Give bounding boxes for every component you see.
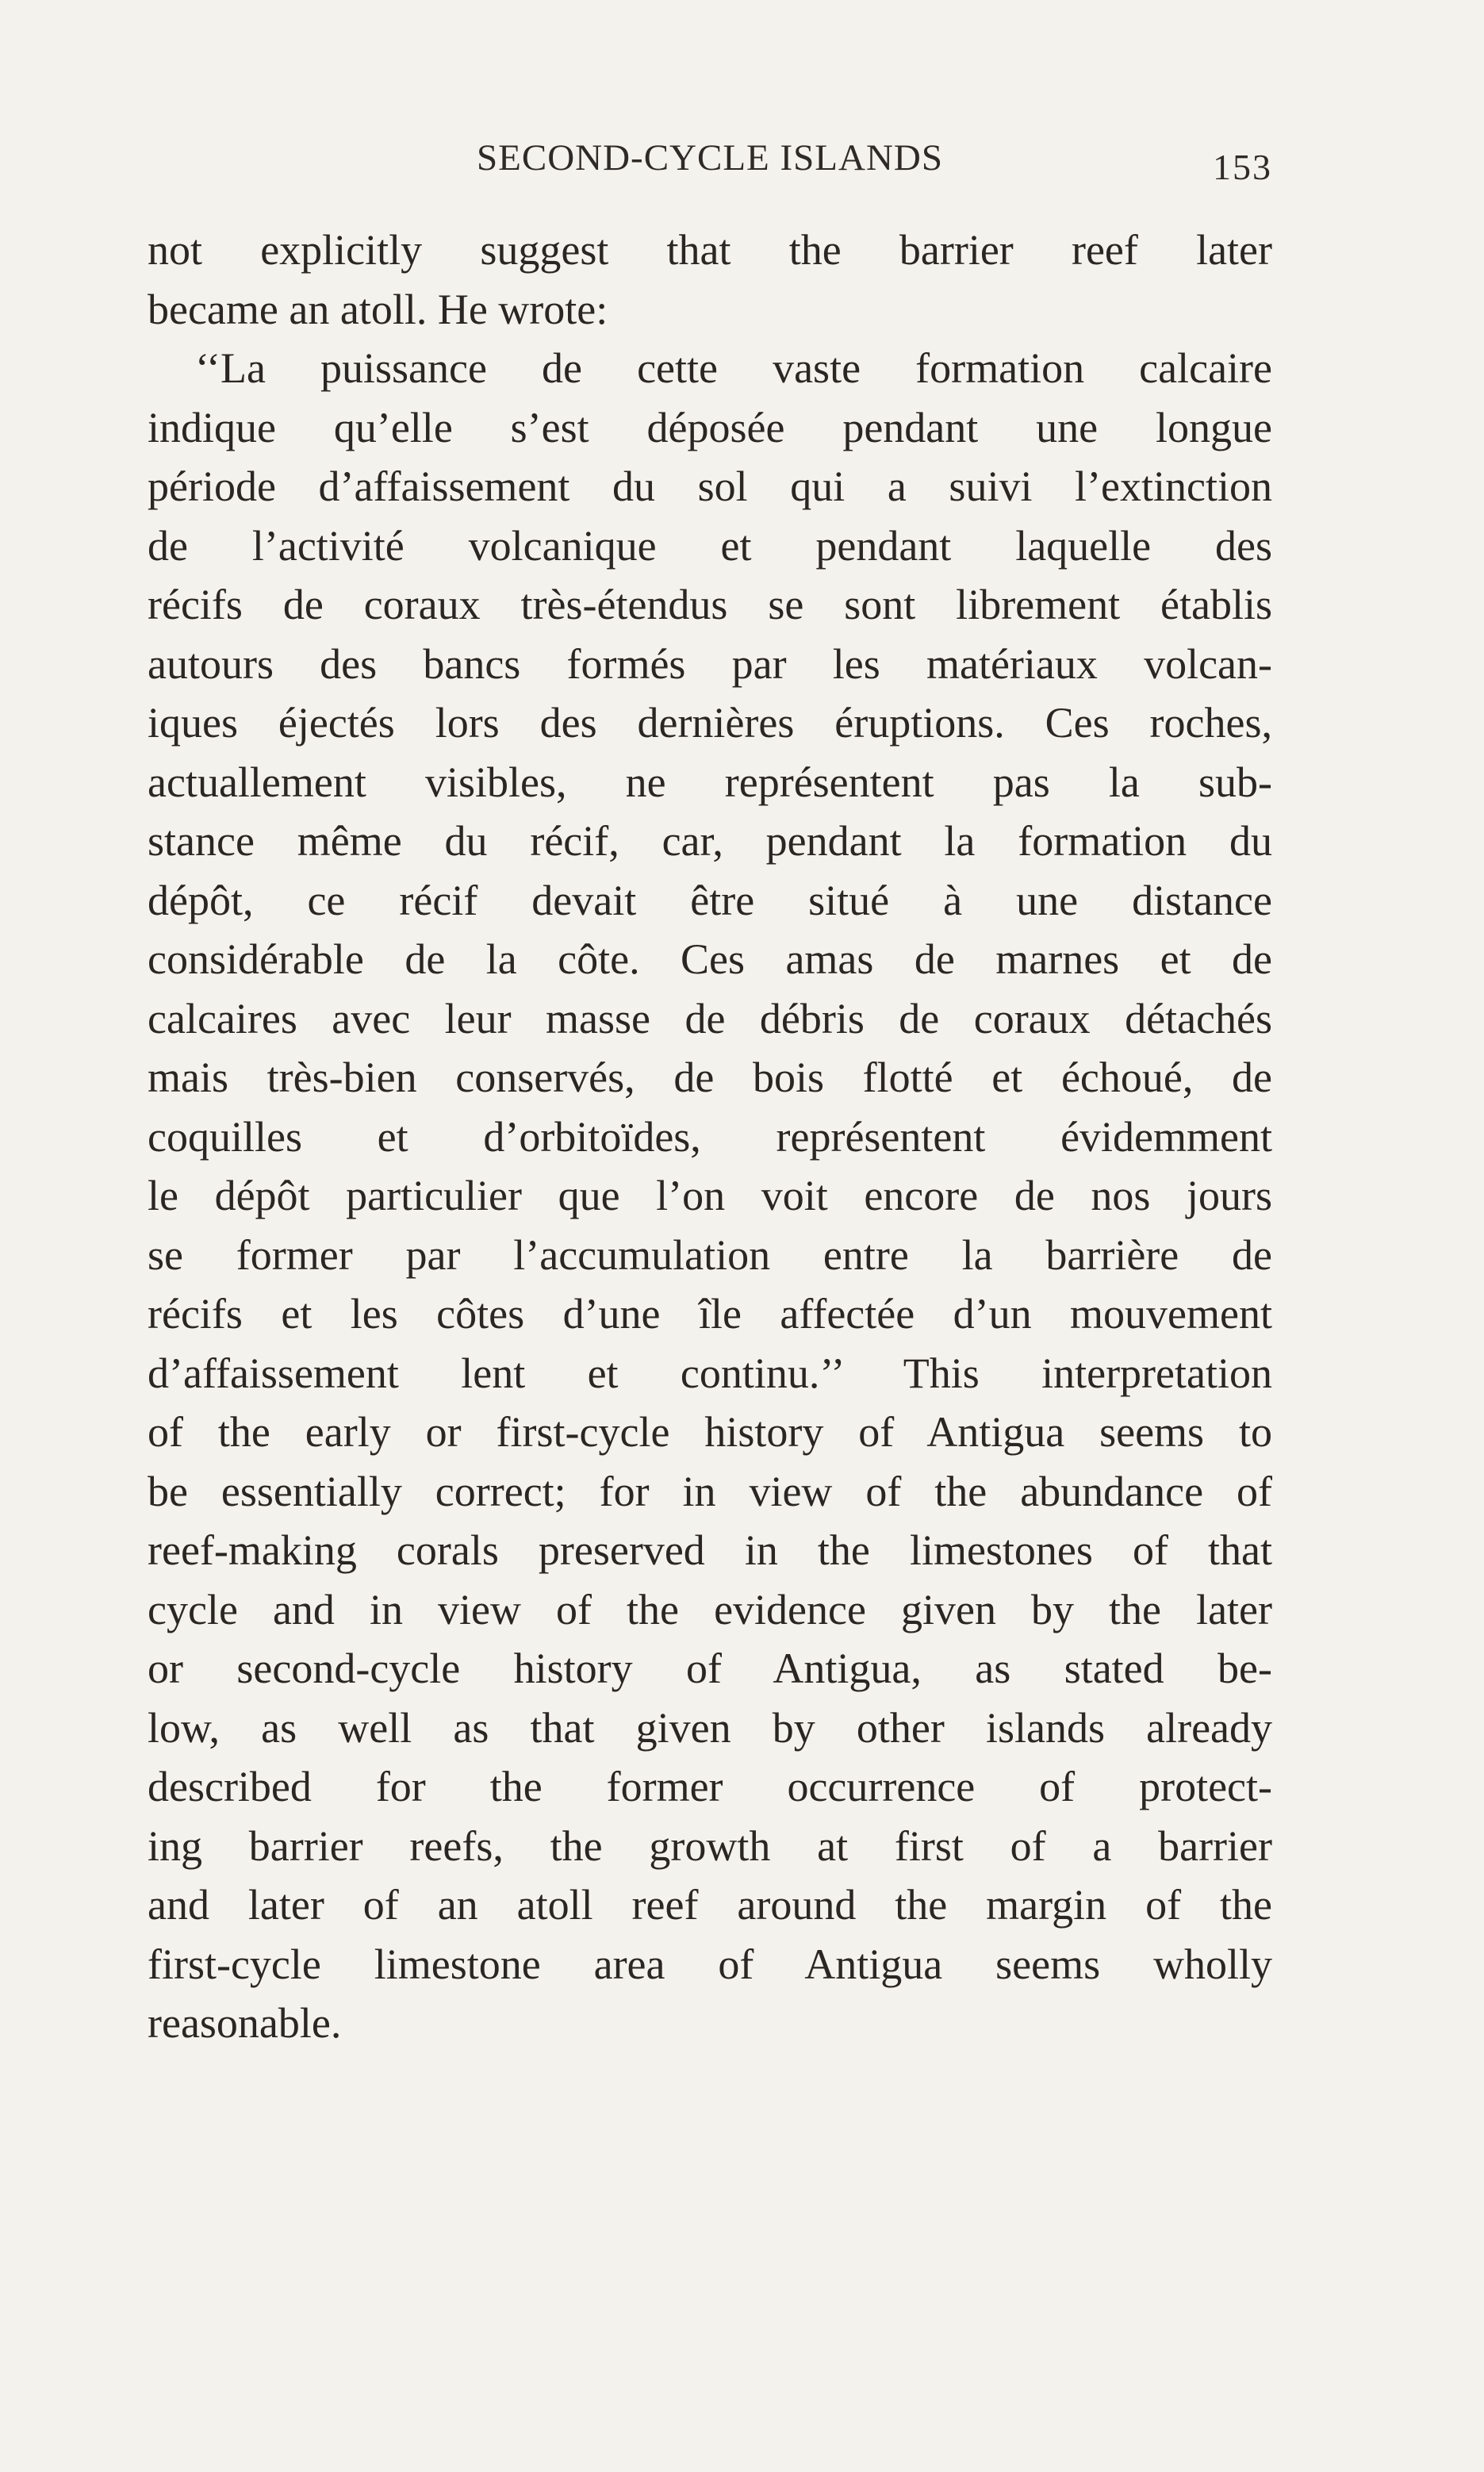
- text-line: récifs de coraux très-étendus se sont librement établis: [148, 581, 1272, 628]
- text-line: d’affaissement lent et continu.’’ This interpretation: [148, 1349, 1272, 1397]
- running-title: SECOND-CYCLE ISLANDS: [477, 137, 943, 178]
- text-line: cycle and in view of the evidence given by the later: [148, 1585, 1272, 1633]
- text-line: iques éjectés lors des dernières éruptions. Ces roches,: [148, 699, 1272, 747]
- running-head: [148, 136, 1272, 192]
- text-line: autours des bancs formés par les matériaux volcan-: [148, 639, 1272, 688]
- text-line: reasonable.: [148, 1999, 342, 2047]
- text-line: and later of an atoll reef around the margin of the: [148, 1881, 1272, 1929]
- text-line: be essentially correct; for in view of the abundance of: [148, 1467, 1272, 1515]
- text-line: first-cycle limestone area of Antigua seems wholly: [148, 1940, 1272, 1988]
- text-line: récifs et les côtes d’une île affectée d’un mouvement: [148, 1290, 1272, 1338]
- text-line: le dépôt particulier que l’on voit encore de nos jours: [148, 1172, 1272, 1219]
- text-line: considérable de la côte. Ces amas de marnes et de: [148, 935, 1272, 983]
- text-line: described for the former occurrence of protect-: [148, 1763, 1272, 1810]
- page-number: 153: [1213, 147, 1272, 187]
- text-line: or second-cycle history of Antigua, as stated be-: [148, 1645, 1272, 1692]
- text-line: calcaires avec leur masse de débris de coraux détachés: [148, 994, 1272, 1042]
- text-line: mais très-bien conservés, de bois flotté et échoué, de: [148, 1054, 1272, 1101]
- body-text: [148, 221, 1272, 2053]
- text-line: période d’affaissement du sol qui a suivi l’extinction: [148, 463, 1272, 510]
- text-line: reef-making corals preserved in the limestones of that: [148, 1526, 1272, 1574]
- text-line: coquilles et d’orbitoïdes, représentent évidemment: [148, 1112, 1272, 1161]
- text-line: ‘‘La puissance de cette vaste formation calcaire: [195, 344, 1272, 392]
- text-line: stance même du récif, car, pendant la formation du: [148, 817, 1272, 865]
- text-line: ing barrier reefs, the growth at first of a barrier: [148, 1821, 1272, 1870]
- text-line: not explicitly suggest that the barrier reef later: [148, 226, 1272, 274]
- text-line: de l’activité volcanique et pendant laquelle des: [148, 521, 1272, 570]
- text-line: low, as well as that given by other islands already: [148, 1703, 1272, 1752]
- text-line: became an atoll. He wrote:: [148, 285, 608, 333]
- text-line: indique qu’elle s’est déposée pendant une longue: [148, 403, 1272, 451]
- text-line: dépôt, ce récif devait être situé à une distance: [148, 876, 1272, 924]
- text-line: actuallement visibles, ne représentent pas la sub-: [148, 758, 1272, 806]
- text-line: se former par l’accumulation entre la barrière de: [148, 1230, 1272, 1279]
- text-line: of the early or first-cycle history of Antigua seems to: [148, 1408, 1272, 1456]
